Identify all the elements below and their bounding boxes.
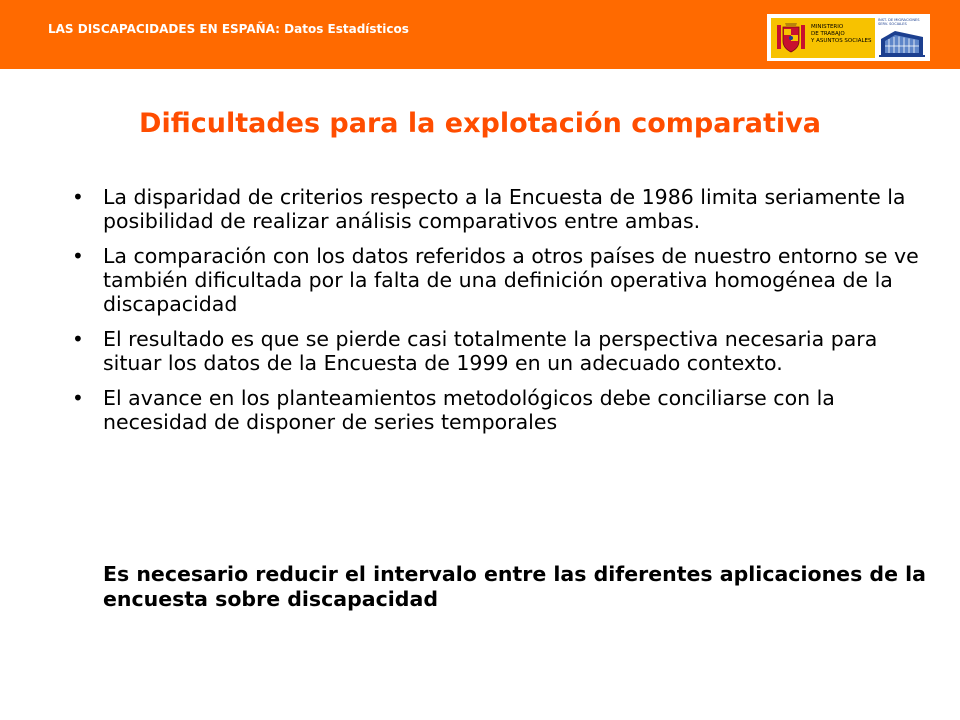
imserso-logo-text: INST. DE MIGRACIONES SERV. SOCIALES <box>878 18 920 27</box>
bullet-icon: • <box>72 327 84 351</box>
ministry-logo <box>771 18 875 58</box>
conclusion-text: Es necesario reducir el intervalo entre las diferentes aplicaciones de la encuesta sobre discapacidad <box>103 562 926 611</box>
ministry-logo-text: MINISTERIO DE TRABAJO Y ASUNTOS SOCIALES <box>811 24 872 44</box>
bullet-text: La comparación con los datos referidos a otros países de nuestro entorno se ve también dificultada por la falta de una definición operativa homogénea de la discapacidad <box>103 244 919 316</box>
imserso-logo <box>877 17 927 58</box>
bullet-list <box>72 185 942 445</box>
header-bar <box>0 0 960 69</box>
bullet-icon: • <box>72 185 84 209</box>
bullet-item <box>72 244 942 316</box>
bullet-icon: • <box>72 244 84 268</box>
header-title: LAS DISCAPACIDADES EN ESPAÑA: Datos Estadísticos <box>48 22 409 36</box>
bullet-text: La disparidad de criterios respecto a la Encuesta de 1986 limita seriamente la posibilidad de realizar análisis comparativos entre ambas. <box>103 185 906 233</box>
logos-panel <box>767 14 930 61</box>
slide-title: Dificultades para la explotación comparativa <box>139 108 821 139</box>
bullet-item <box>72 386 942 434</box>
bullet-item <box>72 327 942 375</box>
building-icon <box>879 27 925 57</box>
bullet-icon: • <box>72 386 84 410</box>
bullet-text: El resultado es que se pierde casi totalmente la perspectiva necesaria para situar los datos de la Encuesta de 1999 en un adecuado contexto. <box>103 327 878 375</box>
bullet-item <box>72 185 942 233</box>
coat-of-arms-icon <box>774 21 808 55</box>
bullet-text: El avance en los planteamientos metodológicos debe conciliarse con la necesidad de disponer de series temporales <box>103 386 835 434</box>
